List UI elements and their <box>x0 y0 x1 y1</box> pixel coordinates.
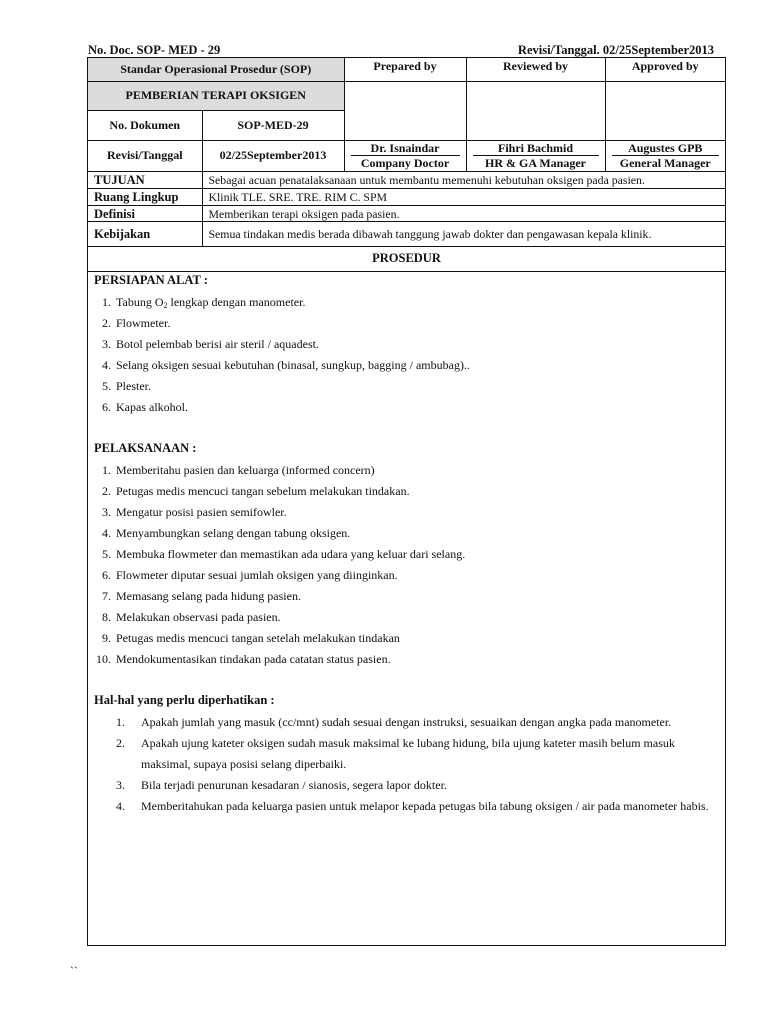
list-item <box>94 355 720 376</box>
list-text: Bila terjadi penurunan kesadaran / sianosis, segera lapor dokter. <box>141 778 447 792</box>
list-text: Menyambungkan selang dengan tabung oksigen. <box>116 526 351 540</box>
document-revision: Revisi/Tanggal. 02/25September2013 <box>517 43 714 57</box>
list-number: 1. <box>102 463 111 477</box>
document-number: No. Doc. SOP- MED - 29 <box>88 43 221 57</box>
sop-info-table <box>88 171 725 247</box>
list-item <box>94 376 720 397</box>
list-text: Tabung $O_2$ lengkap dengan manometer. <box>116 295 306 310</box>
list-text: Mengatur posisi pasien semifowler. <box>116 505 287 519</box>
info-value-tujuan: Sebagai acuan penatalaksanaan untuk membantu memenuhi kebutuhan oksigen pada pasien. <box>202 172 725 189</box>
section-title-perhatian: Hal-hal yang perlu diperhatikan : <box>94 693 275 707</box>
list-item <box>94 628 720 649</box>
persiapan-list <box>94 292 720 418</box>
list-text: Petugas medis mencuci tangan setelah melakukan tindakan <box>116 631 400 645</box>
prepared-signature-box <box>344 81 466 140</box>
signatory-name: Dr. Isnaindar <box>351 141 460 156</box>
list-item <box>94 334 720 355</box>
list-text: Memberitahukan pada keluarga pasien untuk melapor kepada petugas bila tabung oksigen / air pada manometer habis. <box>141 799 709 813</box>
list-text: Petugas medis mencuci tangan sebelum melakukan tindakan. <box>116 484 410 498</box>
list-number: 6. <box>102 568 111 582</box>
list-item <box>94 292 720 313</box>
list-text: Melakukan observasi pada pasien. <box>116 610 281 624</box>
list-text: Membuka flowmeter dan memastikan ada udara yang keluar dari selang. <box>116 547 466 561</box>
list-number: 10. <box>96 652 111 666</box>
list-number: 2. <box>102 484 111 498</box>
approved-signature-box <box>605 81 725 140</box>
list-item <box>94 313 720 334</box>
list-text: Flowmeter. <box>116 316 171 330</box>
list-number: 2. <box>102 316 111 330</box>
footer-mark: `` <box>70 964 78 978</box>
info-value-ruang-lingkup: Klinik TLE. SRE. TRE. RIM C. SPM <box>202 189 725 206</box>
reviewed-signature-box <box>466 81 605 140</box>
list-number: 4. <box>102 358 111 372</box>
list-item <box>94 775 720 796</box>
section-title-persiapan: PERSIAPAN ALAT : <box>94 273 208 287</box>
signatory-name: Fihri Bachmid <box>473 141 599 156</box>
list-text: Apakah ujung kateter oksigen sudah masuk maksimal ke lubang hidung, bila ujung kateter masih belum masuk maksimal, supaya posisi selang diperbaiki. <box>141 736 675 771</box>
list-text: Plester. <box>116 379 151 393</box>
list-number: 6. <box>102 400 111 414</box>
list-text: Botol pelembab berisi air steril / aquadest. <box>116 337 319 351</box>
info-label-ruang-lingkup: Ruang Lingkup <box>88 189 202 206</box>
list-number: 4. <box>102 526 111 540</box>
revision-label: Revisi/Tanggal <box>88 140 202 171</box>
info-value-definisi: Memberikan terapi oksigen pada pasien. <box>202 206 725 222</box>
signatory-reviewed <box>466 140 605 171</box>
list-text: Mendokumentasikan tindakan pada catatan status pasien. <box>116 652 391 666</box>
list-text: Memberitahu pasien dan keluarga (informed concern) <box>116 463 375 477</box>
list-text: Flowmeter diputar sesuai jumlah oksigen yang diinginkan. <box>116 568 398 582</box>
list-item <box>94 460 720 481</box>
list-item <box>94 397 720 418</box>
list-item <box>94 565 720 586</box>
list-number: 3. <box>102 505 111 519</box>
revision-value: 02/25September2013 <box>202 140 344 171</box>
list-number: 4. <box>116 799 125 813</box>
info-label-definisi: Definisi <box>88 206 202 222</box>
signatory-role: Company Doctor <box>360 155 450 170</box>
section-spacer <box>94 670 720 691</box>
reviewed-by-header: Reviewed by <box>466 58 605 81</box>
list-item <box>94 733 720 775</box>
list-item <box>94 586 720 607</box>
list-text: Kapas alkohol. <box>116 400 188 414</box>
subscript-two: 2 <box>163 301 168 310</box>
signatory-role: HR & GA Manager <box>485 155 586 170</box>
list-number: 3. <box>102 337 111 351</box>
perhatian-list <box>94 712 720 817</box>
list-number: 8. <box>102 610 111 624</box>
procedure-heading: PROSEDUR <box>88 245 725 272</box>
list-number: 5. <box>102 547 111 561</box>
list-number: 2. <box>116 736 125 750</box>
info-label-kebijakan: Kebijakan <box>88 222 202 247</box>
info-value-kebijakan: Semua tindakan medis berada dibawah tanggung jawab dokter dan pengawasan kepala klinik. <box>202 222 725 247</box>
prepared-by-header: Prepared by <box>344 58 466 81</box>
list-number: 9. <box>102 631 111 645</box>
list-number: 7. <box>102 589 111 603</box>
list-item <box>94 523 720 544</box>
list-number: 5. <box>102 379 111 393</box>
approved-by-header: Approved by <box>605 58 725 81</box>
list-text: Memasang selang pada hidung pasien. <box>116 589 301 603</box>
pelaksanaan-list <box>94 460 720 670</box>
list-item <box>94 796 720 817</box>
sop-document-frame <box>87 57 726 946</box>
signatory-approved <box>605 140 725 171</box>
list-item <box>94 712 720 733</box>
list-number: 3. <box>116 778 125 792</box>
list-text: Apakah jumlah yang masuk (cc/mnt) sudah sesuai dengan instruksi, sesuaikan dengan angka pada manometer. <box>141 715 672 729</box>
sop-header-table <box>88 58 725 172</box>
sop-title: PEMBERIAN TERAPI OKSIGEN <box>88 81 344 110</box>
list-text: Selang oksigen sesuai kebutuhan (binasal, sungkup, bagging / ambubag).. <box>116 358 470 372</box>
signatory-name: Augustes GPB <box>612 141 720 156</box>
list-item <box>94 607 720 628</box>
list-item <box>94 649 720 670</box>
list-number: 1. <box>116 715 125 729</box>
list-item <box>94 481 720 502</box>
section-title-pelaksanaan: PELAKSANAAN : <box>94 441 197 455</box>
list-number: 1. <box>102 295 111 309</box>
list-item <box>94 544 720 565</box>
sop-label: Standar Operasional Prosedur (SOP) <box>88 58 344 81</box>
doc-number-value: SOP-MED-29 <box>202 110 344 140</box>
info-label-tujuan: TUJUAN <box>88 172 202 189</box>
signatory-prepared <box>344 140 466 171</box>
list-item <box>94 502 720 523</box>
section-spacer <box>94 418 720 439</box>
doc-number-label: No. Dokumen <box>88 110 202 140</box>
procedure-body <box>94 271 720 817</box>
signatory-role: General Manager <box>619 155 711 170</box>
